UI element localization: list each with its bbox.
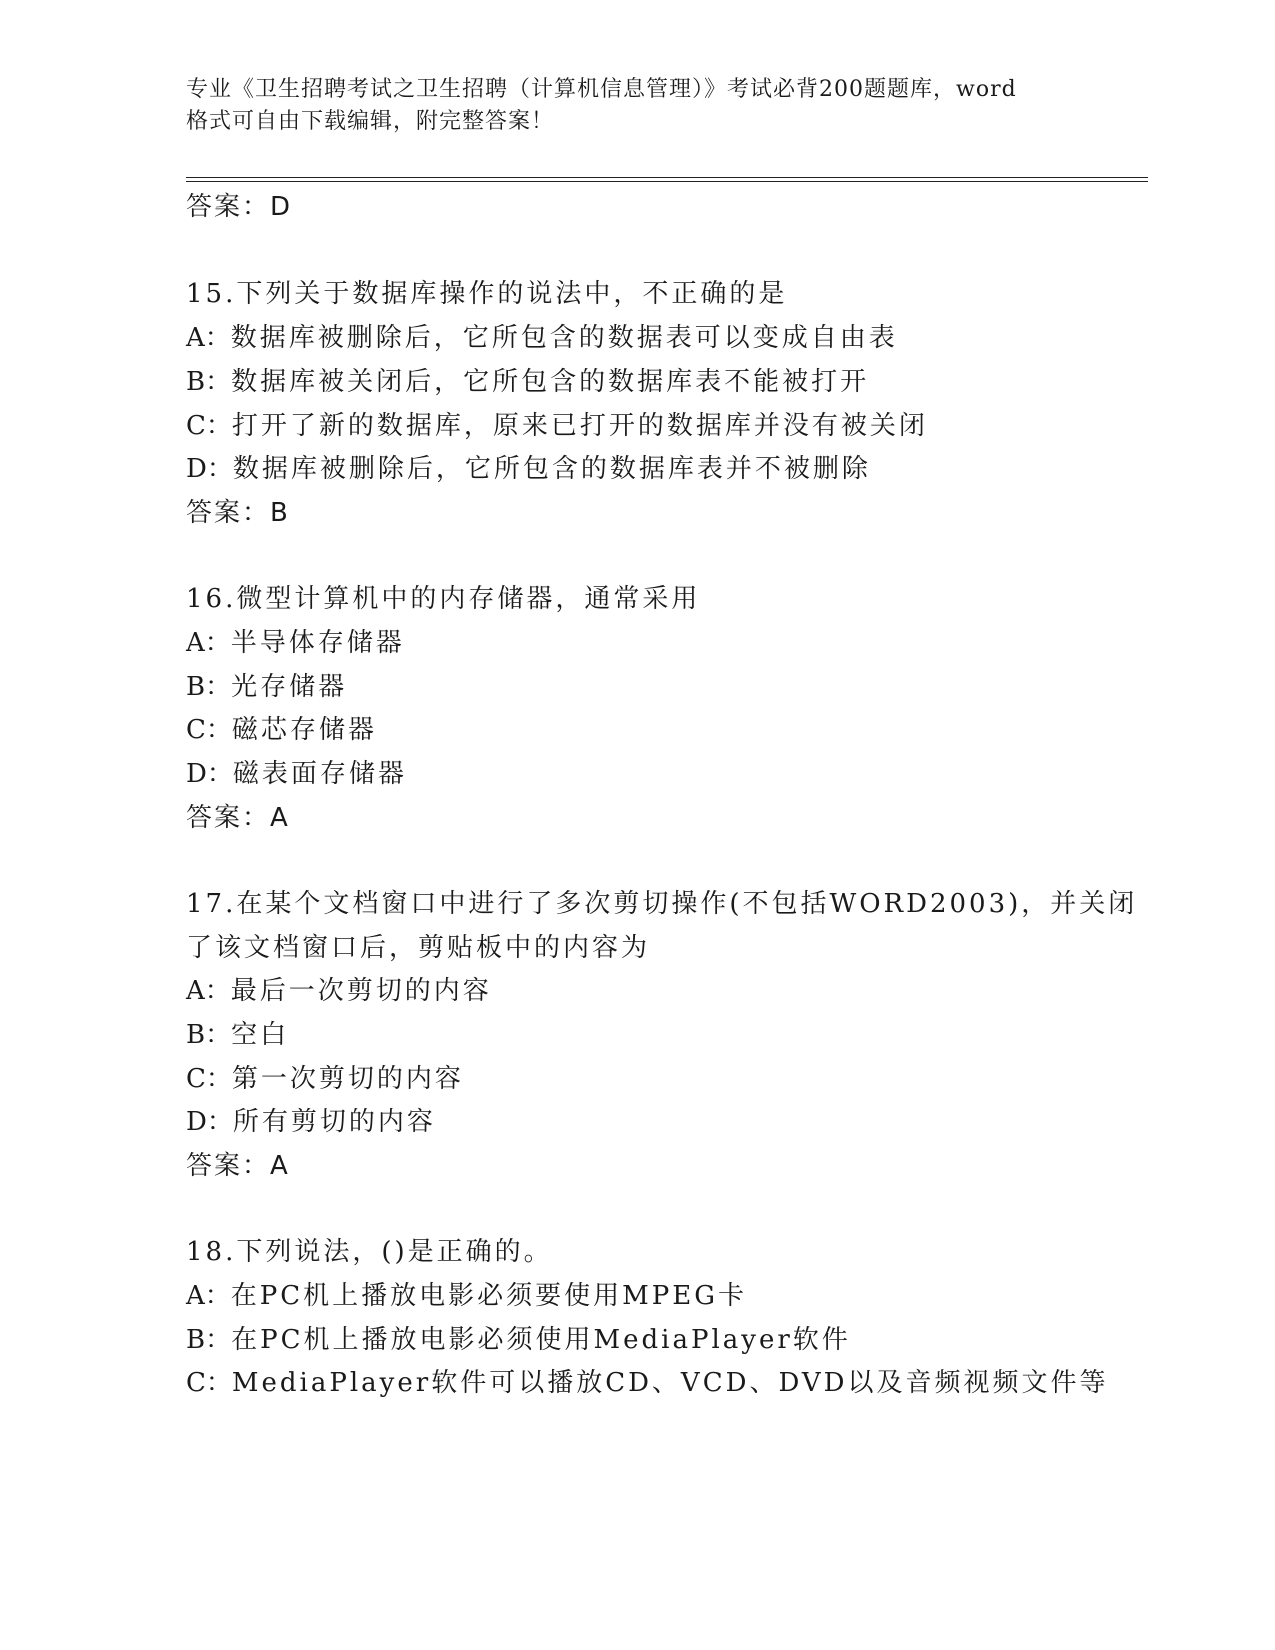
option-text: 最后一次剪切的内容 [230,976,492,1006]
option-key: B： [186,367,232,397]
option-line [186,1319,851,1356]
question-stem: 17.在某个文档窗口中进行了多次剪切操作(不包括WORD2003)，并关闭 [186,889,1138,919]
option-text: 数据库被关闭后，它所包含的数据库表不能被打开 [231,367,870,397]
option-line [186,666,347,703]
option-line [186,970,492,1007]
option-line [186,1014,289,1051]
option-text: 半导体存储器 [230,628,405,658]
option-key: A： [186,1281,231,1311]
option-key: D： [186,454,233,484]
answer-value: D [270,192,293,222]
option-key: D： [186,1107,233,1137]
option-line [186,1275,747,1312]
answer-label: 答案： [186,1151,271,1181]
answer-value: B [270,498,290,528]
option-line [186,709,377,746]
answer-line [186,186,292,223]
option-text: MediaPlayer软件可以播放CD、VCD、DVD以及音频视频文件等 [231,1368,1109,1398]
option-key: C： [186,715,232,745]
option-line [186,1101,436,1138]
option-key: D： [186,759,233,789]
option-text: 数据库被删除后，它所包含的数据表可以变成自由表 [230,323,898,353]
option-text: 打开了新的数据库，原来已打开的数据库并没有被关闭 [231,411,928,441]
header-line-2: 格式可自由下载编辑，附完整答案！ [186,109,555,134]
header-divider-bottom [186,181,1148,182]
option-key: A： [186,323,231,353]
option-line [186,1362,1108,1399]
option-text: 空白 [231,1020,290,1050]
question-stem: 18.下列说法，()是正确的。 [186,1237,553,1267]
option-text: 数据库被删除后，它所包含的数据库表并不被删除 [232,454,871,484]
option-text: 光存储器 [231,672,348,702]
answer-label: 答案： [186,192,271,222]
option-key: C： [186,1064,232,1094]
option-line [186,405,928,442]
option-text: 在PC机上播放电影必须使用MediaPlayer软件 [231,1325,851,1355]
header-divider-top [186,177,1148,178]
answer-label: 答案： [186,803,271,833]
answer-line [186,797,290,834]
question-stem: 15.下列关于数据库操作的说法中，不正确的是 [186,279,788,309]
option-key: C： [186,1368,232,1398]
option-key: B： [186,1020,232,1050]
answer-label: 答案： [186,498,271,528]
option-line [186,1058,464,1095]
option-key: C： [186,411,232,441]
header-line-1: 专业《卫生招聘考试之卫生招聘（计算机信息管理）》考试必背200题题库，word [186,77,1017,102]
answer-line [186,1145,290,1182]
answer-line [186,492,290,529]
option-key: B： [186,1325,232,1355]
option-line [186,448,871,485]
option-key: A： [186,976,231,1006]
option-line [186,317,898,354]
option-text: 第一次剪切的内容 [231,1064,464,1094]
option-line [186,753,407,790]
option-text: 磁表面存储器 [232,759,407,789]
option-line [186,622,405,659]
option-key: B： [186,672,232,702]
option-line [186,361,869,398]
option-text: 在PC机上播放电影必须要使用MPEG卡 [230,1281,748,1311]
option-text: 磁芯存储器 [231,715,377,745]
answer-value: A [270,1151,290,1181]
question-stem-continued: 了该文档窗口后，剪贴板中的内容为 [186,933,651,963]
answer-value: A [270,803,290,833]
question-stem: 16.微型计算机中的内存储器，通常采用 [186,584,701,614]
document-header [186,74,1086,138]
option-key: A： [186,628,231,658]
option-text: 所有剪切的内容 [232,1107,436,1137]
